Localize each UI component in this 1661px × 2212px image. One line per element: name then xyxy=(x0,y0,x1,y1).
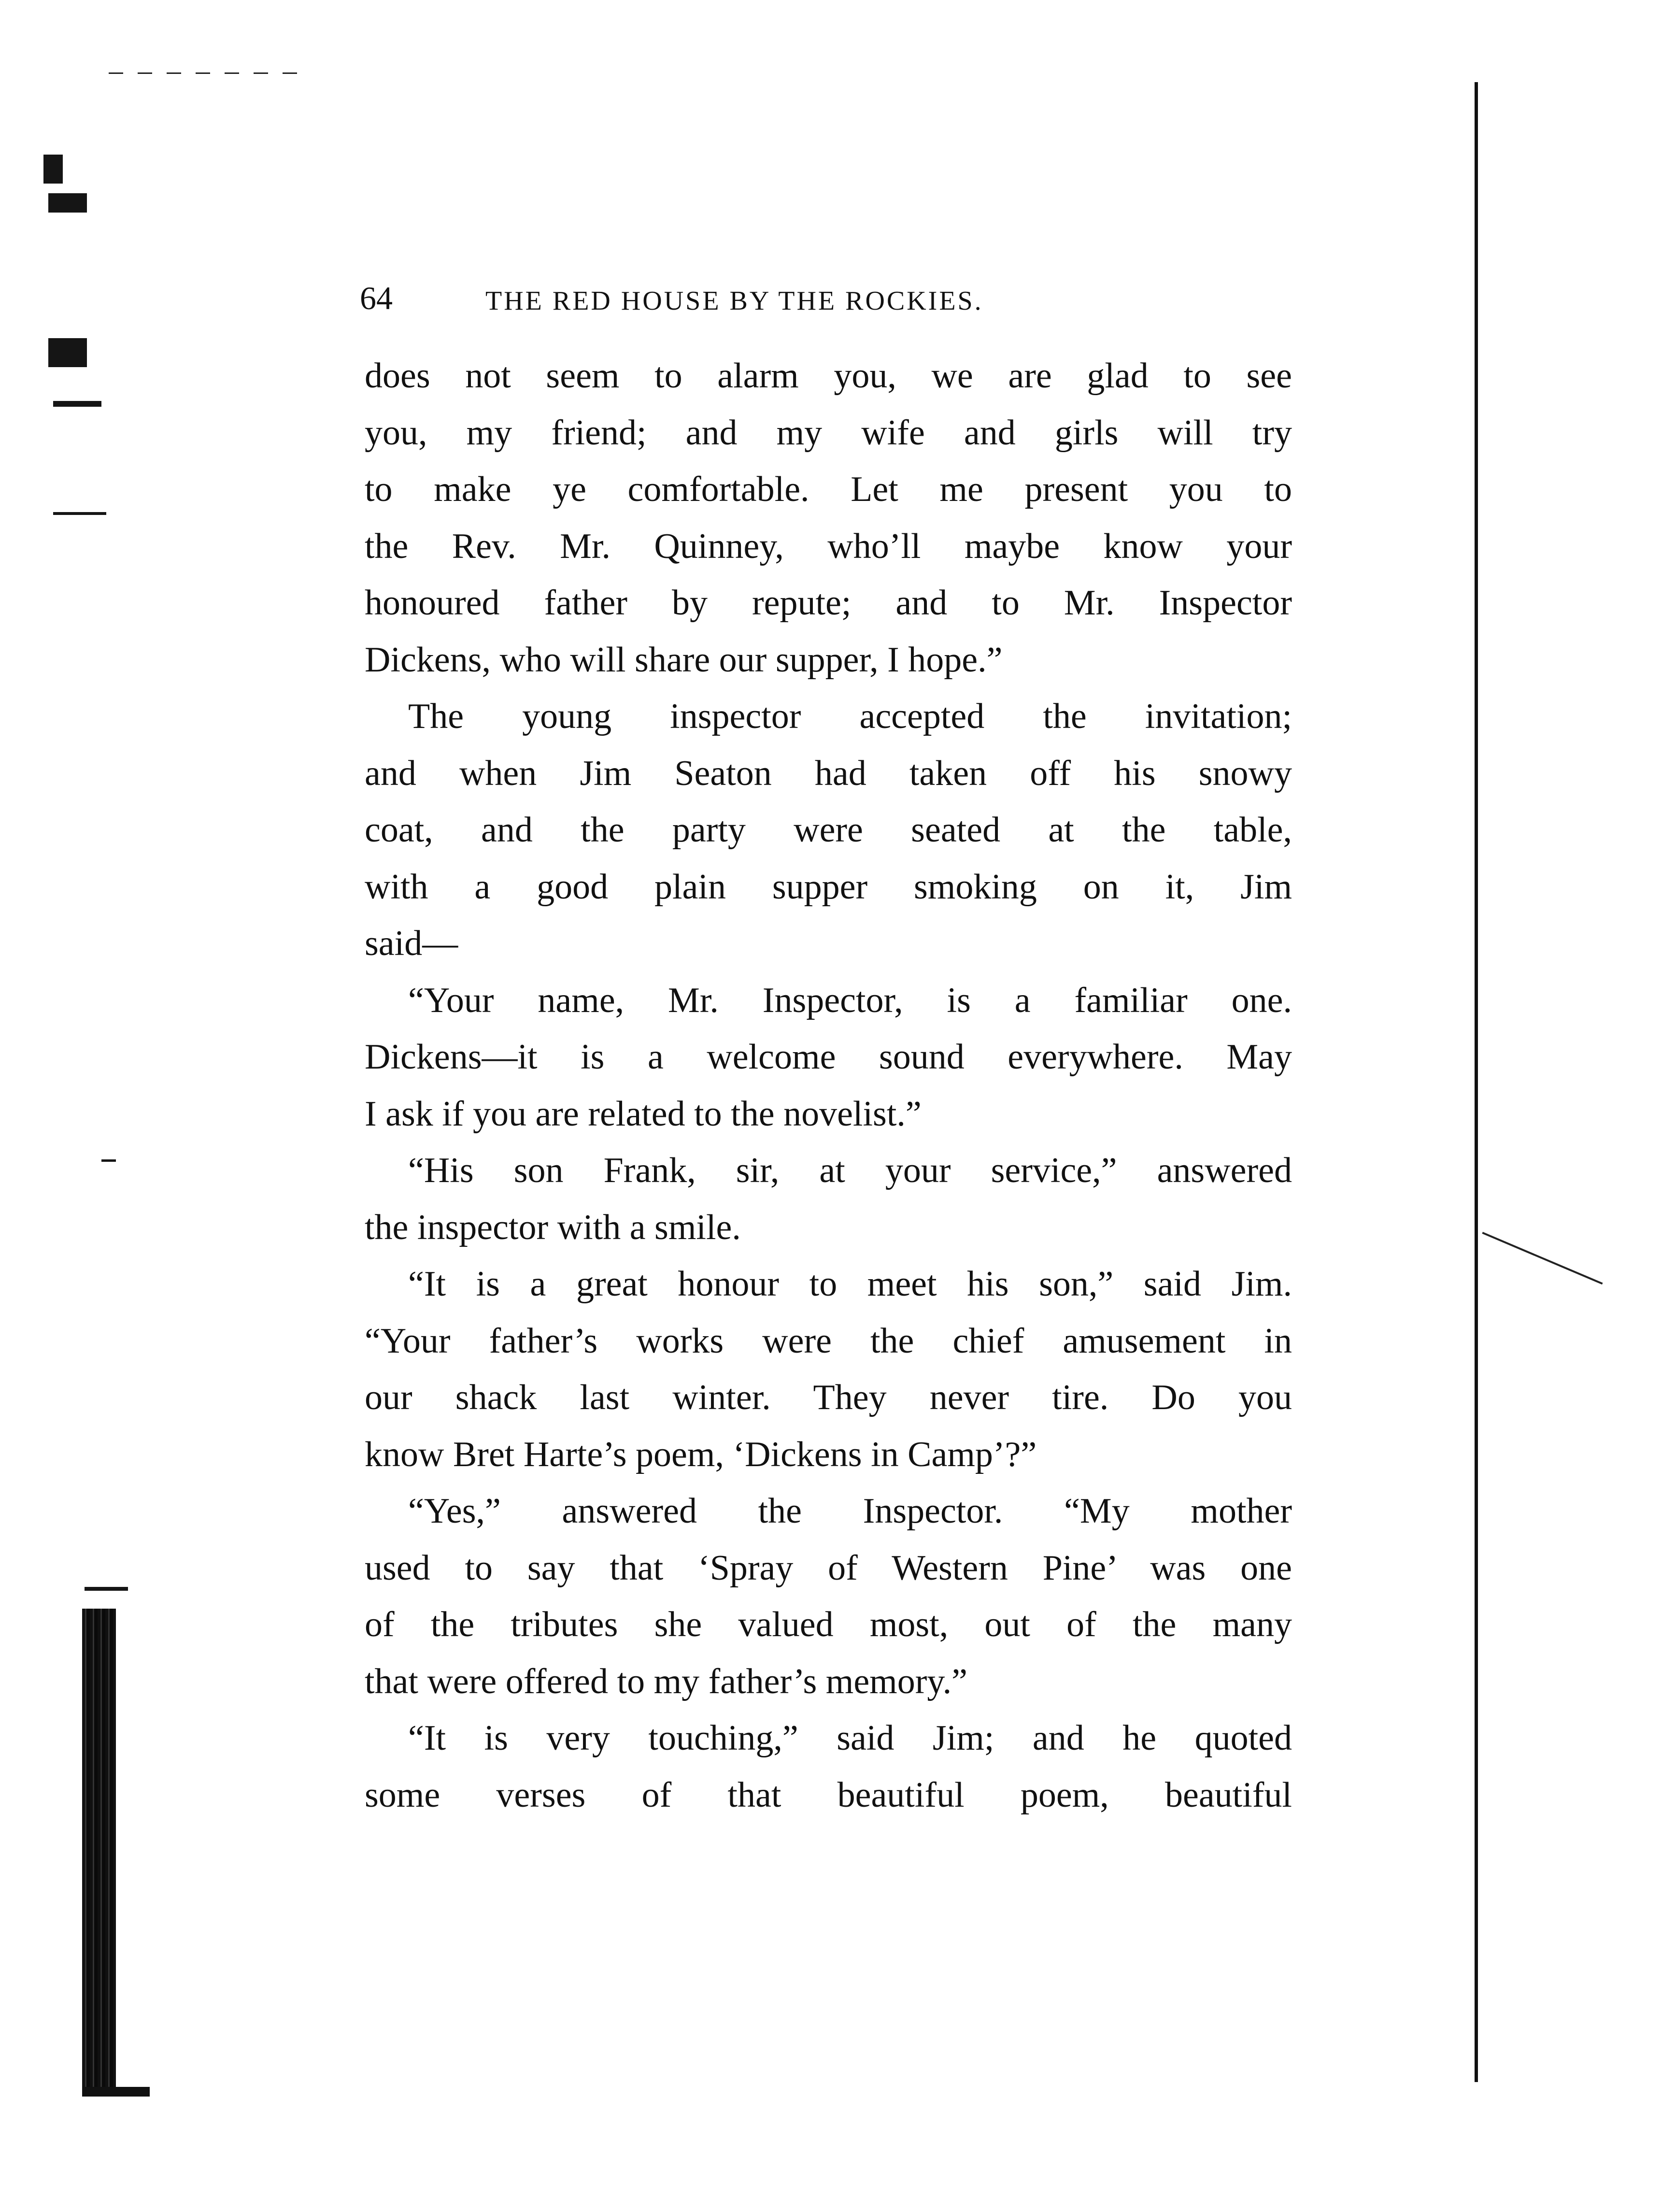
text-line: to make ye comfortable. Let me present you to xyxy=(365,470,1292,509)
text-line: does not seem to alarm you, we are glad to see xyxy=(365,356,1292,396)
text-line: The young inspector accepted the invitation; xyxy=(408,697,1292,736)
text-line: “Your name, Mr. Inspector, is a familiar one. xyxy=(408,980,1292,1020)
page-header xyxy=(360,276,1287,320)
scan-right-rule xyxy=(1475,82,1478,2082)
scan-artifact-dashes xyxy=(109,72,302,74)
scan-artifact-mark xyxy=(53,401,101,407)
text-line: Dickens, who will share our supper, I hope.” xyxy=(365,640,1003,680)
text-line: said— xyxy=(365,924,458,963)
text-line: “His son Frank, sir, at your service,” answered xyxy=(408,1151,1292,1190)
running-title: THE RED HOUSE BY THE ROCKIES. xyxy=(485,286,983,316)
page-number: 64 xyxy=(360,280,393,316)
text-line: coat, and the party were seated at the table, xyxy=(365,810,1292,850)
text-line: that were offered to my father’s memory.” xyxy=(365,1661,967,1701)
text-line: our shack last winter. They never tire. Do you xyxy=(365,1378,1292,1417)
text-line: some verses of that beautiful poem, beautiful xyxy=(365,1775,1292,1815)
text-line: you, my friend; and my wife and girls will try xyxy=(365,413,1292,453)
text-line: of the tributes she valued most, out of the many xyxy=(365,1605,1292,1644)
text-line: “Yes,” answered the Inspector. “My mother xyxy=(408,1491,1292,1531)
scan-scratch xyxy=(1482,1232,1603,1284)
scan-artifact-mark xyxy=(85,1587,128,1591)
text-line: know Bret Harte’s poem, ‘Dickens in Camp’?” xyxy=(365,1434,1037,1474)
text-line: “Your father’s works were the chief amusement in xyxy=(365,1321,1292,1361)
text-line: I ask if you are related to the novelist.” xyxy=(365,1094,922,1134)
scan-artifact-mark xyxy=(43,155,63,184)
scan-artifact-mark xyxy=(48,193,87,213)
scan-artifact-mark xyxy=(48,338,87,367)
body-text xyxy=(365,348,1292,1824)
scan-artifact-mark xyxy=(101,1159,116,1162)
text-line: “It is very touching,” said Jim; and he quoted xyxy=(408,1718,1292,1758)
text-line: honoured father by repute; and to Mr. Inspector xyxy=(365,583,1292,623)
text-line: and when Jim Seaton had taken off his snowy xyxy=(365,753,1292,793)
text-line: Dickens—it is a welcome sound everywhere. May xyxy=(365,1037,1292,1077)
text-line: the Rev. Mr. Quinney, who’ll maybe know your xyxy=(365,526,1292,566)
scan-binding-strip xyxy=(82,1609,116,2097)
scan-binding-foot xyxy=(82,2087,150,2097)
text-line: the inspector with a smile. xyxy=(365,1207,741,1247)
text-line: “It is a great honour to meet his son,” said Jim. xyxy=(408,1264,1292,1304)
text-line: with a good plain supper smoking on it, Jim xyxy=(365,867,1292,907)
scan-artifact-mark xyxy=(53,512,106,515)
text-line: used to say that ‘Spray of Western Pine’ was one xyxy=(365,1548,1292,1588)
